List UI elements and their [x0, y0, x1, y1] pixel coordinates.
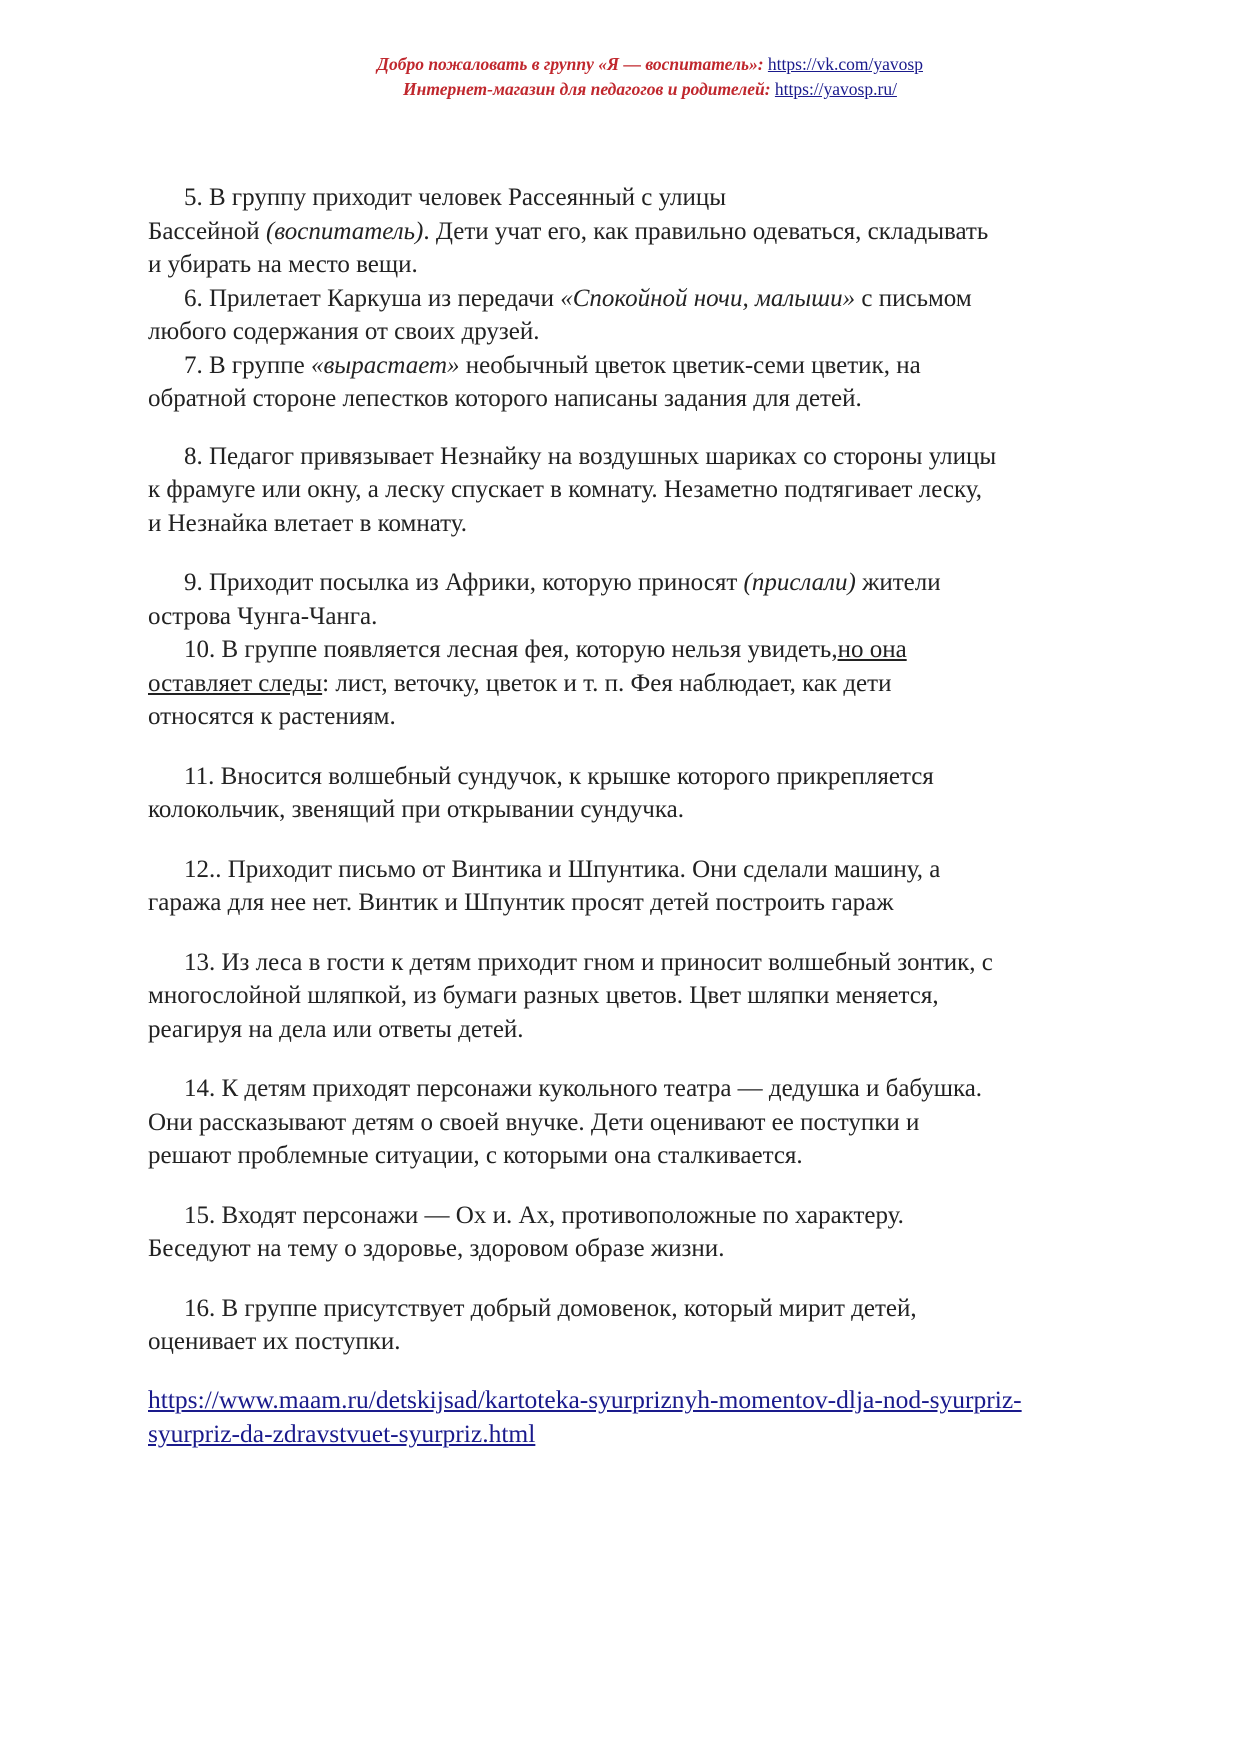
header-shop-label: Интернет-магазин для педагогов и родителей: [403, 79, 771, 99]
item-14-line-2: Они рассказывают детям о своей внучке. Дети оценивают ее поступки и [148, 1108, 920, 1136]
item-16-line-1: 16. В группе присутствует добрый домовенок, который мирит детей, [184, 1294, 917, 1322]
item-6-line-1: 6. Прилетает Каркуша из передачи «Спокойной ночи, малыши» с письмом [184, 284, 972, 312]
item-12-line-2: гаража для нее нет. Винтик и Шпунтик просят детей построить гараж [148, 889, 894, 916]
header-vk-link[interactable]: https://vk.com/yavosp [767, 54, 923, 74]
item-15-line-1: 15. Входят персонажи — Ох и. Ах, противоположные по характеру. [184, 1201, 904, 1229]
document-body [148, 181, 1158, 1359]
item-6-line-2: любого содержания от своих друзей. [148, 318, 540, 345]
item-8-line-1: 8. Педагог привязывает Незнайку на воздушных шариках со стороны улицы [184, 442, 997, 470]
item-11-line-1: 11. Вносится волшебный сундучок, к крышке которого прикрепляется [184, 762, 934, 790]
item-9-line-2: острова Чунга-Чанга. [148, 602, 378, 630]
item-16-line-2: оценивает их поступки. [148, 1328, 401, 1355]
source-link-line-1: https://www.maam.ru/detskijsad/kartoteka-syurpriznyh-momentov-dlja-nod-syurpriz- [148, 1385, 1022, 1414]
item-13-line-1: 13. Из леса в гости к детям приходит гном и приносит волшебный зонтик, с [184, 948, 993, 976]
item-15-line-2: Беседуют на тему о здоровье, здоровом образе жизни. [148, 1235, 725, 1262]
source-link-line-2: syurpriz-da-zdravstvuet-syurpriz.html [148, 1419, 536, 1448]
item-13-line-2: многослойной шляпкой, из бумаги разных цветов. Цвет шляпки меняется, [148, 982, 939, 1009]
item-8-line-2: к фрамуге или окну, а леску спускает в комнату. Незаметно подтягивает леску, [148, 476, 983, 503]
item-9-line-1: 9. Приходит посылка из Африки, которую приносят (прислали) жители [184, 569, 941, 596]
item-7-line-1: 7. В группе «вырастает» необычный цветок цветик-семи цветик, на [184, 351, 921, 379]
item-5-line-3: и убирать на место вещи. [148, 251, 418, 278]
item-13-line-3: реагируя на дела или ответы детей. [148, 1015, 524, 1043]
header-group-label: Добро пожаловать в группу «Я — воспитатель»: [377, 54, 764, 74]
item-14-line-1: 14. К детям приходят персонажи кукольного театра — дедушка и бабушка. [184, 1075, 983, 1102]
item-8-line-3: и Незнайка влетает в комнату. [148, 509, 468, 537]
item-5-line-2: Бассейной (воспитатель). Дети учат его, как правильно одеваться, складывать [148, 217, 989, 245]
header-line-shop [0, 77, 1240, 102]
source-link[interactable] [148, 1383, 1168, 1451]
item-11-line-2: колокольчик, звенящий при открывании сундучка. [148, 796, 684, 823]
header-line-group [0, 52, 1240, 77]
header-shop-link[interactable]: https://yavosp.ru/ [774, 79, 897, 99]
item-10-line-2: оставляет следы: лист, веточку, цветок и т. п. Фея наблюдает, как дети [148, 669, 892, 697]
item-7-line-2: обратной стороне лепестков которого написаны задания для детей. [148, 385, 862, 412]
item-10-line-1: 10. В группе появляется лесная фея, которую нельзя увидеть,но она [184, 636, 907, 663]
item-14-line-3: решают проблемные ситуации, с которыми она сталкивается. [148, 1142, 803, 1169]
item-5-line-1: 5. В группу приходит человек Рассеянный с улицы [184, 184, 727, 211]
page-header [0, 52, 1240, 102]
item-10-line-3: относятся к растениям. [148, 703, 396, 730]
item-12-line-1: 12.. Приходит письмо от Винтика и Шпунтика. Они сделали машину, а [184, 855, 941, 883]
